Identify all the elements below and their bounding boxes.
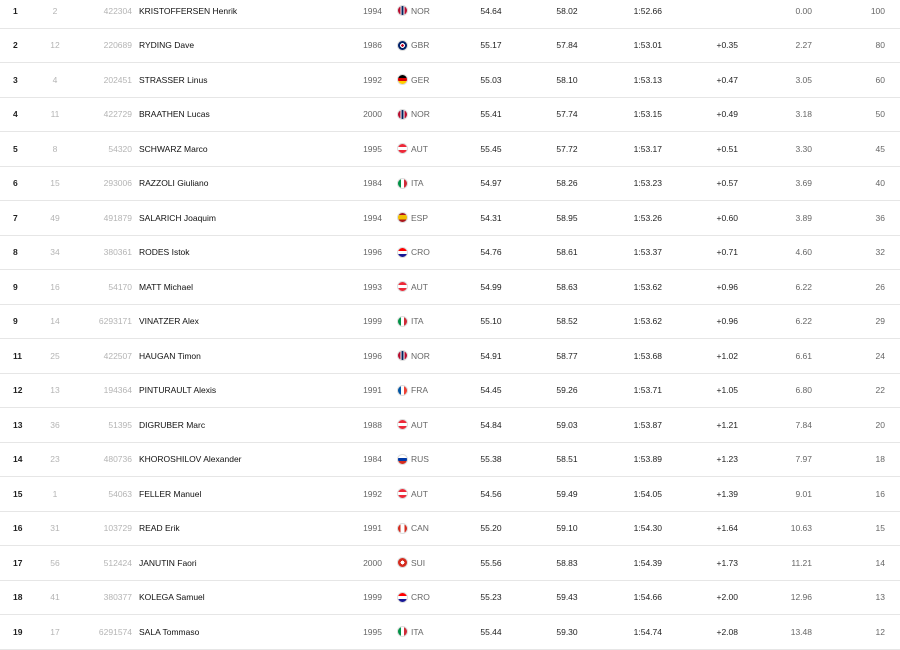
result-row[interactable] bbox=[0, 443, 900, 478]
athlete-name[interactable]: RODES Istok bbox=[139, 247, 190, 258]
result-row[interactable] bbox=[0, 512, 900, 547]
nation-code: RUS bbox=[411, 454, 429, 465]
rank: 13 bbox=[13, 419, 23, 430]
total-time: 1:53.71 bbox=[633, 385, 662, 396]
fis-points: 6.22 bbox=[795, 281, 812, 292]
nation-code: ITA bbox=[411, 626, 424, 637]
cup-points: 40 bbox=[875, 178, 885, 189]
fis-points: 6.61 bbox=[795, 350, 812, 361]
rank: 9 bbox=[13, 281, 18, 292]
result-row[interactable] bbox=[0, 374, 900, 409]
bib-number: 13 bbox=[50, 385, 60, 396]
nation-code: ITA bbox=[411, 178, 424, 189]
run1-time: 55.38 bbox=[480, 454, 502, 465]
time-difference: +0.96 bbox=[716, 316, 738, 327]
flag-icon bbox=[397, 40, 408, 51]
birth-year: 2000 bbox=[363, 557, 382, 568]
cup-points: 50 bbox=[875, 109, 885, 120]
bib-number: 34 bbox=[50, 247, 60, 258]
fis-code: 54320 bbox=[108, 143, 132, 154]
nation bbox=[397, 0, 457, 28]
flag-icon bbox=[397, 178, 408, 189]
run2-time: 59.10 bbox=[556, 523, 578, 534]
run2-time: 57.84 bbox=[556, 40, 578, 51]
rank: 18 bbox=[13, 592, 23, 603]
nation bbox=[397, 546, 457, 580]
nation bbox=[397, 408, 457, 442]
fis-points: 3.89 bbox=[795, 212, 812, 223]
birth-year: 1992 bbox=[363, 74, 382, 85]
result-row[interactable] bbox=[0, 408, 900, 443]
athlete-name[interactable]: SCHWARZ Marco bbox=[139, 143, 208, 154]
cup-points: 13 bbox=[875, 592, 885, 603]
total-time: 1:53.68 bbox=[633, 350, 662, 361]
fis-points: 7.97 bbox=[795, 454, 812, 465]
total-time: 1:53.15 bbox=[633, 109, 662, 120]
fis-points: 4.60 bbox=[795, 247, 812, 258]
cup-points: 45 bbox=[875, 143, 885, 154]
fis-points: 6.80 bbox=[795, 385, 812, 396]
birth-year: 1992 bbox=[363, 488, 382, 499]
run1-time: 54.91 bbox=[480, 350, 502, 361]
result-row[interactable] bbox=[0, 132, 900, 167]
cup-points: 26 bbox=[875, 281, 885, 292]
run2-time: 58.95 bbox=[556, 212, 578, 223]
run2-time: 58.26 bbox=[556, 178, 578, 189]
cup-points: 24 bbox=[875, 350, 885, 361]
nation-code: NOR bbox=[411, 5, 430, 16]
run1-time: 55.10 bbox=[480, 316, 502, 327]
time-difference bbox=[700, 0, 738, 28]
time-difference: +0.60 bbox=[716, 212, 738, 223]
total-time: 1:54.66 bbox=[633, 592, 662, 603]
run2-time: 57.72 bbox=[556, 143, 578, 154]
athlete-name[interactable]: SALARICH Joaquim bbox=[139, 212, 217, 223]
total-time: 1:54.30 bbox=[633, 523, 662, 534]
run1-time: 55.44 bbox=[480, 626, 502, 637]
nation-code: SUI bbox=[411, 557, 426, 568]
flag-icon bbox=[397, 5, 408, 16]
run2-time: 58.83 bbox=[556, 557, 578, 568]
nation bbox=[397, 615, 457, 649]
cup-points: 18 bbox=[875, 454, 885, 465]
cup-points: 32 bbox=[875, 247, 885, 258]
total-time: 1:53.62 bbox=[633, 316, 662, 327]
athlete-name[interactable]: FELLER Manuel bbox=[139, 488, 202, 499]
fis-code: 380361 bbox=[103, 247, 132, 258]
nation bbox=[397, 443, 457, 477]
bib-number: 15 bbox=[50, 178, 60, 189]
rank: 19 bbox=[13, 626, 23, 637]
time-difference: +1.39 bbox=[716, 488, 738, 499]
birth-year: 1984 bbox=[363, 454, 382, 465]
rank: 8 bbox=[13, 247, 18, 258]
run1-time: 55.41 bbox=[480, 109, 502, 120]
total-time: 1:54.05 bbox=[633, 488, 662, 499]
total-time: 1:53.26 bbox=[633, 212, 662, 223]
nation bbox=[397, 29, 457, 63]
birth-year: 1995 bbox=[363, 626, 382, 637]
time-difference: +1.73 bbox=[716, 557, 738, 568]
nation bbox=[397, 305, 457, 339]
athlete-name[interactable]: RAZZOLI Giuliano bbox=[139, 178, 209, 189]
nation-code: NOR bbox=[411, 109, 430, 120]
athlete-name[interactable]: MATT Michael bbox=[139, 281, 194, 292]
cup-points: 15 bbox=[875, 523, 885, 534]
result-row[interactable] bbox=[0, 305, 900, 340]
run2-time: 58.52 bbox=[556, 316, 578, 327]
nation bbox=[397, 236, 457, 270]
flag-icon bbox=[397, 592, 408, 603]
fis-points: 0.00 bbox=[795, 5, 812, 16]
rank: 12 bbox=[13, 385, 23, 396]
fis-code: 422304 bbox=[103, 5, 132, 16]
bib-number: 25 bbox=[50, 350, 60, 361]
rank: 2 bbox=[13, 40, 18, 51]
nation-code: ESP bbox=[411, 212, 429, 223]
result-row[interactable] bbox=[0, 0, 900, 29]
rank: 6 bbox=[13, 178, 18, 189]
result-row[interactable] bbox=[0, 270, 900, 305]
flag-icon bbox=[397, 557, 408, 568]
bib-number: 23 bbox=[50, 454, 60, 465]
flag-icon bbox=[397, 316, 408, 327]
nation-code: AUT bbox=[411, 419, 428, 430]
total-time: 1:53.13 bbox=[633, 74, 662, 85]
rank: 5 bbox=[13, 143, 18, 154]
birth-year: 1999 bbox=[363, 592, 382, 603]
bib-number: 11 bbox=[50, 109, 60, 120]
flag-icon bbox=[397, 488, 408, 499]
rank: 15 bbox=[13, 488, 23, 499]
total-time: 1:53.17 bbox=[633, 143, 662, 154]
flag-icon bbox=[397, 74, 408, 85]
time-difference: +0.57 bbox=[716, 178, 738, 189]
nation-code: AUT bbox=[411, 281, 428, 292]
rank: 14 bbox=[13, 454, 23, 465]
athlete-name[interactable]: KOLEGA Samuel bbox=[139, 592, 205, 603]
athlete-name[interactable]: HAUGAN Timon bbox=[139, 350, 201, 361]
time-difference: +0.51 bbox=[716, 143, 738, 154]
nation bbox=[397, 374, 457, 408]
athlete-name[interactable]: SALA Tommaso bbox=[139, 626, 200, 637]
total-time: 1:53.37 bbox=[633, 247, 662, 258]
athlete-name[interactable]: BRAATHEN Lucas bbox=[139, 109, 210, 120]
run2-time: 59.49 bbox=[556, 488, 578, 499]
bib-number: 56 bbox=[50, 557, 60, 568]
fis-code: 293006 bbox=[103, 178, 132, 189]
cup-points: 22 bbox=[875, 385, 885, 396]
flag-icon bbox=[397, 109, 408, 120]
athlete-name[interactable]: READ Erik bbox=[139, 523, 180, 534]
time-difference: +2.08 bbox=[716, 626, 738, 637]
fis-code: 54170 bbox=[108, 281, 132, 292]
cup-points: 100 bbox=[870, 5, 885, 16]
run2-time: 58.77 bbox=[556, 350, 578, 361]
fis-code: 480736 bbox=[103, 454, 132, 465]
athlete-name[interactable]: KRISTOFFERSEN Henrik bbox=[139, 5, 238, 16]
cup-points: 16 bbox=[875, 488, 885, 499]
rank: 16 bbox=[13, 523, 23, 534]
flag-icon bbox=[397, 523, 408, 534]
result-row[interactable] bbox=[0, 29, 900, 64]
nation-code: AUT bbox=[411, 488, 428, 499]
bib-number: 49 bbox=[50, 212, 60, 223]
flag-icon bbox=[397, 350, 408, 361]
bib-number: 14 bbox=[50, 316, 60, 327]
run1-time: 54.64 bbox=[480, 5, 502, 16]
birth-year: 1988 bbox=[363, 419, 382, 430]
flag-icon bbox=[397, 143, 408, 154]
bib-number: 31 bbox=[50, 523, 60, 534]
flag-icon bbox=[397, 419, 408, 430]
rank: 1 bbox=[13, 5, 18, 16]
nation-code: GER bbox=[411, 74, 430, 85]
run1-time: 54.56 bbox=[480, 488, 502, 499]
bib-number: 16 bbox=[50, 281, 60, 292]
fis-code: 194364 bbox=[103, 385, 132, 396]
time-difference: +0.47 bbox=[716, 74, 738, 85]
run2-time: 59.26 bbox=[556, 385, 578, 396]
bib-number: 17 bbox=[50, 626, 60, 637]
rank: 3 bbox=[13, 74, 18, 85]
flag-icon bbox=[397, 212, 408, 223]
fis-points: 3.18 bbox=[795, 109, 812, 120]
athlete-name[interactable]: PINTURAULT Alexis bbox=[139, 385, 217, 396]
run1-time: 55.17 bbox=[480, 40, 502, 51]
fis-code: 422507 bbox=[103, 350, 132, 361]
birth-year: 1993 bbox=[363, 281, 382, 292]
birth-year: 1996 bbox=[363, 247, 382, 258]
athlete-name[interactable]: JANUTIN Faori bbox=[139, 557, 197, 568]
birth-year: 1986 bbox=[363, 40, 382, 51]
athlete-name[interactable]: DIGRUBER Marc bbox=[139, 419, 206, 430]
birth-year: 1999 bbox=[363, 316, 382, 327]
run2-time: 59.03 bbox=[556, 419, 578, 430]
flag-icon bbox=[397, 385, 408, 396]
flag-icon bbox=[397, 626, 408, 637]
run2-time: 58.10 bbox=[556, 74, 578, 85]
cup-points: 20 bbox=[875, 419, 885, 430]
fis-points: 3.30 bbox=[795, 143, 812, 154]
result-row[interactable] bbox=[0, 339, 900, 374]
fis-code: 380377 bbox=[103, 592, 132, 603]
run1-time: 54.84 bbox=[480, 419, 502, 430]
nation-code: ITA bbox=[411, 316, 424, 327]
nation bbox=[397, 339, 457, 373]
bib-number: 2 bbox=[52, 5, 58, 16]
fis-points: 3.05 bbox=[795, 74, 812, 85]
result-row[interactable] bbox=[0, 63, 900, 98]
nation bbox=[397, 98, 457, 132]
nation bbox=[397, 477, 457, 511]
athlete-name[interactable]: RYDING Dave bbox=[139, 40, 195, 51]
rank: 4 bbox=[13, 109, 18, 120]
run2-time: 59.30 bbox=[556, 626, 578, 637]
run1-time: 54.76 bbox=[480, 247, 502, 258]
athlete-name[interactable]: VINATZER Alex bbox=[139, 316, 199, 327]
time-difference: +1.21 bbox=[716, 419, 738, 430]
fis-code: 103729 bbox=[103, 523, 132, 534]
bib-number: 41 bbox=[50, 592, 60, 603]
run2-time: 57.74 bbox=[556, 109, 578, 120]
fis-points: 10.63 bbox=[790, 523, 812, 534]
flag-icon bbox=[397, 454, 408, 465]
nation bbox=[397, 581, 457, 615]
fis-code: 491879 bbox=[103, 212, 132, 223]
time-difference: +0.35 bbox=[716, 40, 738, 51]
run2-time: 59.43 bbox=[556, 592, 578, 603]
result-row[interactable] bbox=[0, 167, 900, 202]
fis-points: 13.48 bbox=[790, 626, 812, 637]
nation bbox=[397, 512, 457, 546]
cup-points: 36 bbox=[875, 212, 885, 223]
total-time: 1:54.74 bbox=[633, 626, 662, 637]
time-difference: +1.64 bbox=[716, 523, 738, 534]
run1-time: 55.23 bbox=[480, 592, 502, 603]
result-row[interactable] bbox=[0, 201, 900, 236]
fis-points: 9.01 bbox=[795, 488, 812, 499]
total-time: 1:53.89 bbox=[633, 454, 662, 465]
nation bbox=[397, 167, 457, 201]
rank: 9 bbox=[13, 316, 18, 327]
birth-year: 1994 bbox=[363, 5, 382, 16]
birth-year: 1991 bbox=[363, 523, 382, 534]
nation bbox=[397, 201, 457, 235]
fis-code: 6291574 bbox=[98, 626, 132, 637]
result-row[interactable] bbox=[0, 98, 900, 133]
nation-code: FRA bbox=[411, 385, 428, 396]
fis-code: 422729 bbox=[103, 109, 132, 120]
nation bbox=[397, 270, 457, 304]
time-difference: +2.00 bbox=[716, 592, 738, 603]
fis-code: 512424 bbox=[103, 557, 132, 568]
run2-time: 58.61 bbox=[556, 247, 578, 258]
run1-time: 55.03 bbox=[480, 74, 502, 85]
fis-code: 202451 bbox=[103, 74, 132, 85]
time-difference: +0.49 bbox=[716, 109, 738, 120]
fis-code: 51395 bbox=[108, 419, 132, 430]
rank: 11 bbox=[13, 350, 22, 361]
run2-time: 58.02 bbox=[556, 5, 578, 16]
total-time: 1:54.39 bbox=[633, 557, 662, 568]
bib-number: 12 bbox=[50, 40, 60, 51]
result-row[interactable] bbox=[0, 615, 900, 650]
run2-time: 58.63 bbox=[556, 281, 578, 292]
cup-points: 12 bbox=[875, 626, 885, 637]
run1-time: 55.20 bbox=[480, 523, 502, 534]
total-time: 1:53.01 bbox=[633, 40, 662, 51]
time-difference: +0.71 bbox=[716, 247, 738, 258]
fis-code: 220689 bbox=[103, 40, 132, 51]
time-difference: +1.05 bbox=[716, 385, 738, 396]
time-difference: +1.23 bbox=[716, 454, 738, 465]
flag-icon bbox=[397, 247, 408, 258]
nation-code: CAN bbox=[411, 523, 429, 534]
nation-code: CRO bbox=[411, 247, 430, 258]
bib-number: 8 bbox=[52, 143, 58, 154]
athlete-name[interactable]: STRASSER Linus bbox=[139, 74, 208, 85]
birth-year: 1984 bbox=[363, 178, 382, 189]
result-row[interactable] bbox=[0, 546, 900, 581]
result-row[interactable] bbox=[0, 477, 900, 512]
birth-year: 1991 bbox=[363, 385, 382, 396]
cup-points: 14 bbox=[875, 557, 885, 568]
athlete-name[interactable]: KHOROSHILOV Alexander bbox=[139, 454, 242, 465]
fis-points: 2.27 bbox=[795, 40, 812, 51]
run1-time: 54.97 bbox=[480, 178, 502, 189]
fis-points: 7.84 bbox=[795, 419, 812, 430]
nation-code: AUT bbox=[411, 143, 428, 154]
fis-points: 11.21 bbox=[791, 557, 812, 568]
rank: 17 bbox=[13, 557, 23, 568]
fis-code: 54063 bbox=[108, 488, 132, 499]
fis-code: 6293171 bbox=[98, 316, 132, 327]
run1-time: 54.99 bbox=[480, 281, 502, 292]
run2-time: 58.51 bbox=[556, 454, 578, 465]
total-time: 1:53.23 bbox=[633, 178, 662, 189]
cup-points: 29 bbox=[875, 316, 885, 327]
bib-number: 1 bbox=[52, 488, 58, 499]
total-time: 1:52.66 bbox=[633, 5, 662, 16]
flag-icon bbox=[397, 281, 408, 292]
result-row[interactable] bbox=[0, 236, 900, 271]
time-difference: +1.02 bbox=[716, 350, 738, 361]
run1-time: 54.45 bbox=[480, 385, 502, 396]
fis-points: 6.22 bbox=[795, 316, 812, 327]
run1-time: 55.56 bbox=[480, 557, 502, 568]
nation-code: GBR bbox=[411, 40, 430, 51]
total-time: 1:53.62 bbox=[633, 281, 662, 292]
total-time: 1:53.87 bbox=[633, 419, 662, 430]
time-difference: +0.96 bbox=[716, 281, 738, 292]
nation-code: NOR bbox=[411, 350, 430, 361]
fis-points: 12.96 bbox=[790, 592, 812, 603]
cup-points: 80 bbox=[875, 40, 885, 51]
bib-number: 4 bbox=[52, 74, 58, 85]
birth-year: 1995 bbox=[363, 143, 382, 154]
run1-time: 54.31 bbox=[480, 212, 502, 223]
birth-year: 1996 bbox=[363, 350, 382, 361]
run1-time: 55.45 bbox=[480, 143, 502, 154]
bib-number: 36 bbox=[50, 419, 60, 430]
fis-points: 3.69 bbox=[795, 178, 812, 189]
rank: 7 bbox=[13, 212, 18, 223]
cup-points: 60 bbox=[875, 74, 885, 85]
nation bbox=[397, 132, 457, 166]
nation bbox=[397, 63, 457, 97]
birth-year: 2000 bbox=[363, 109, 382, 120]
result-row[interactable] bbox=[0, 581, 900, 616]
birth-year: 1994 bbox=[363, 212, 382, 223]
nation-code: CRO bbox=[411, 592, 430, 603]
